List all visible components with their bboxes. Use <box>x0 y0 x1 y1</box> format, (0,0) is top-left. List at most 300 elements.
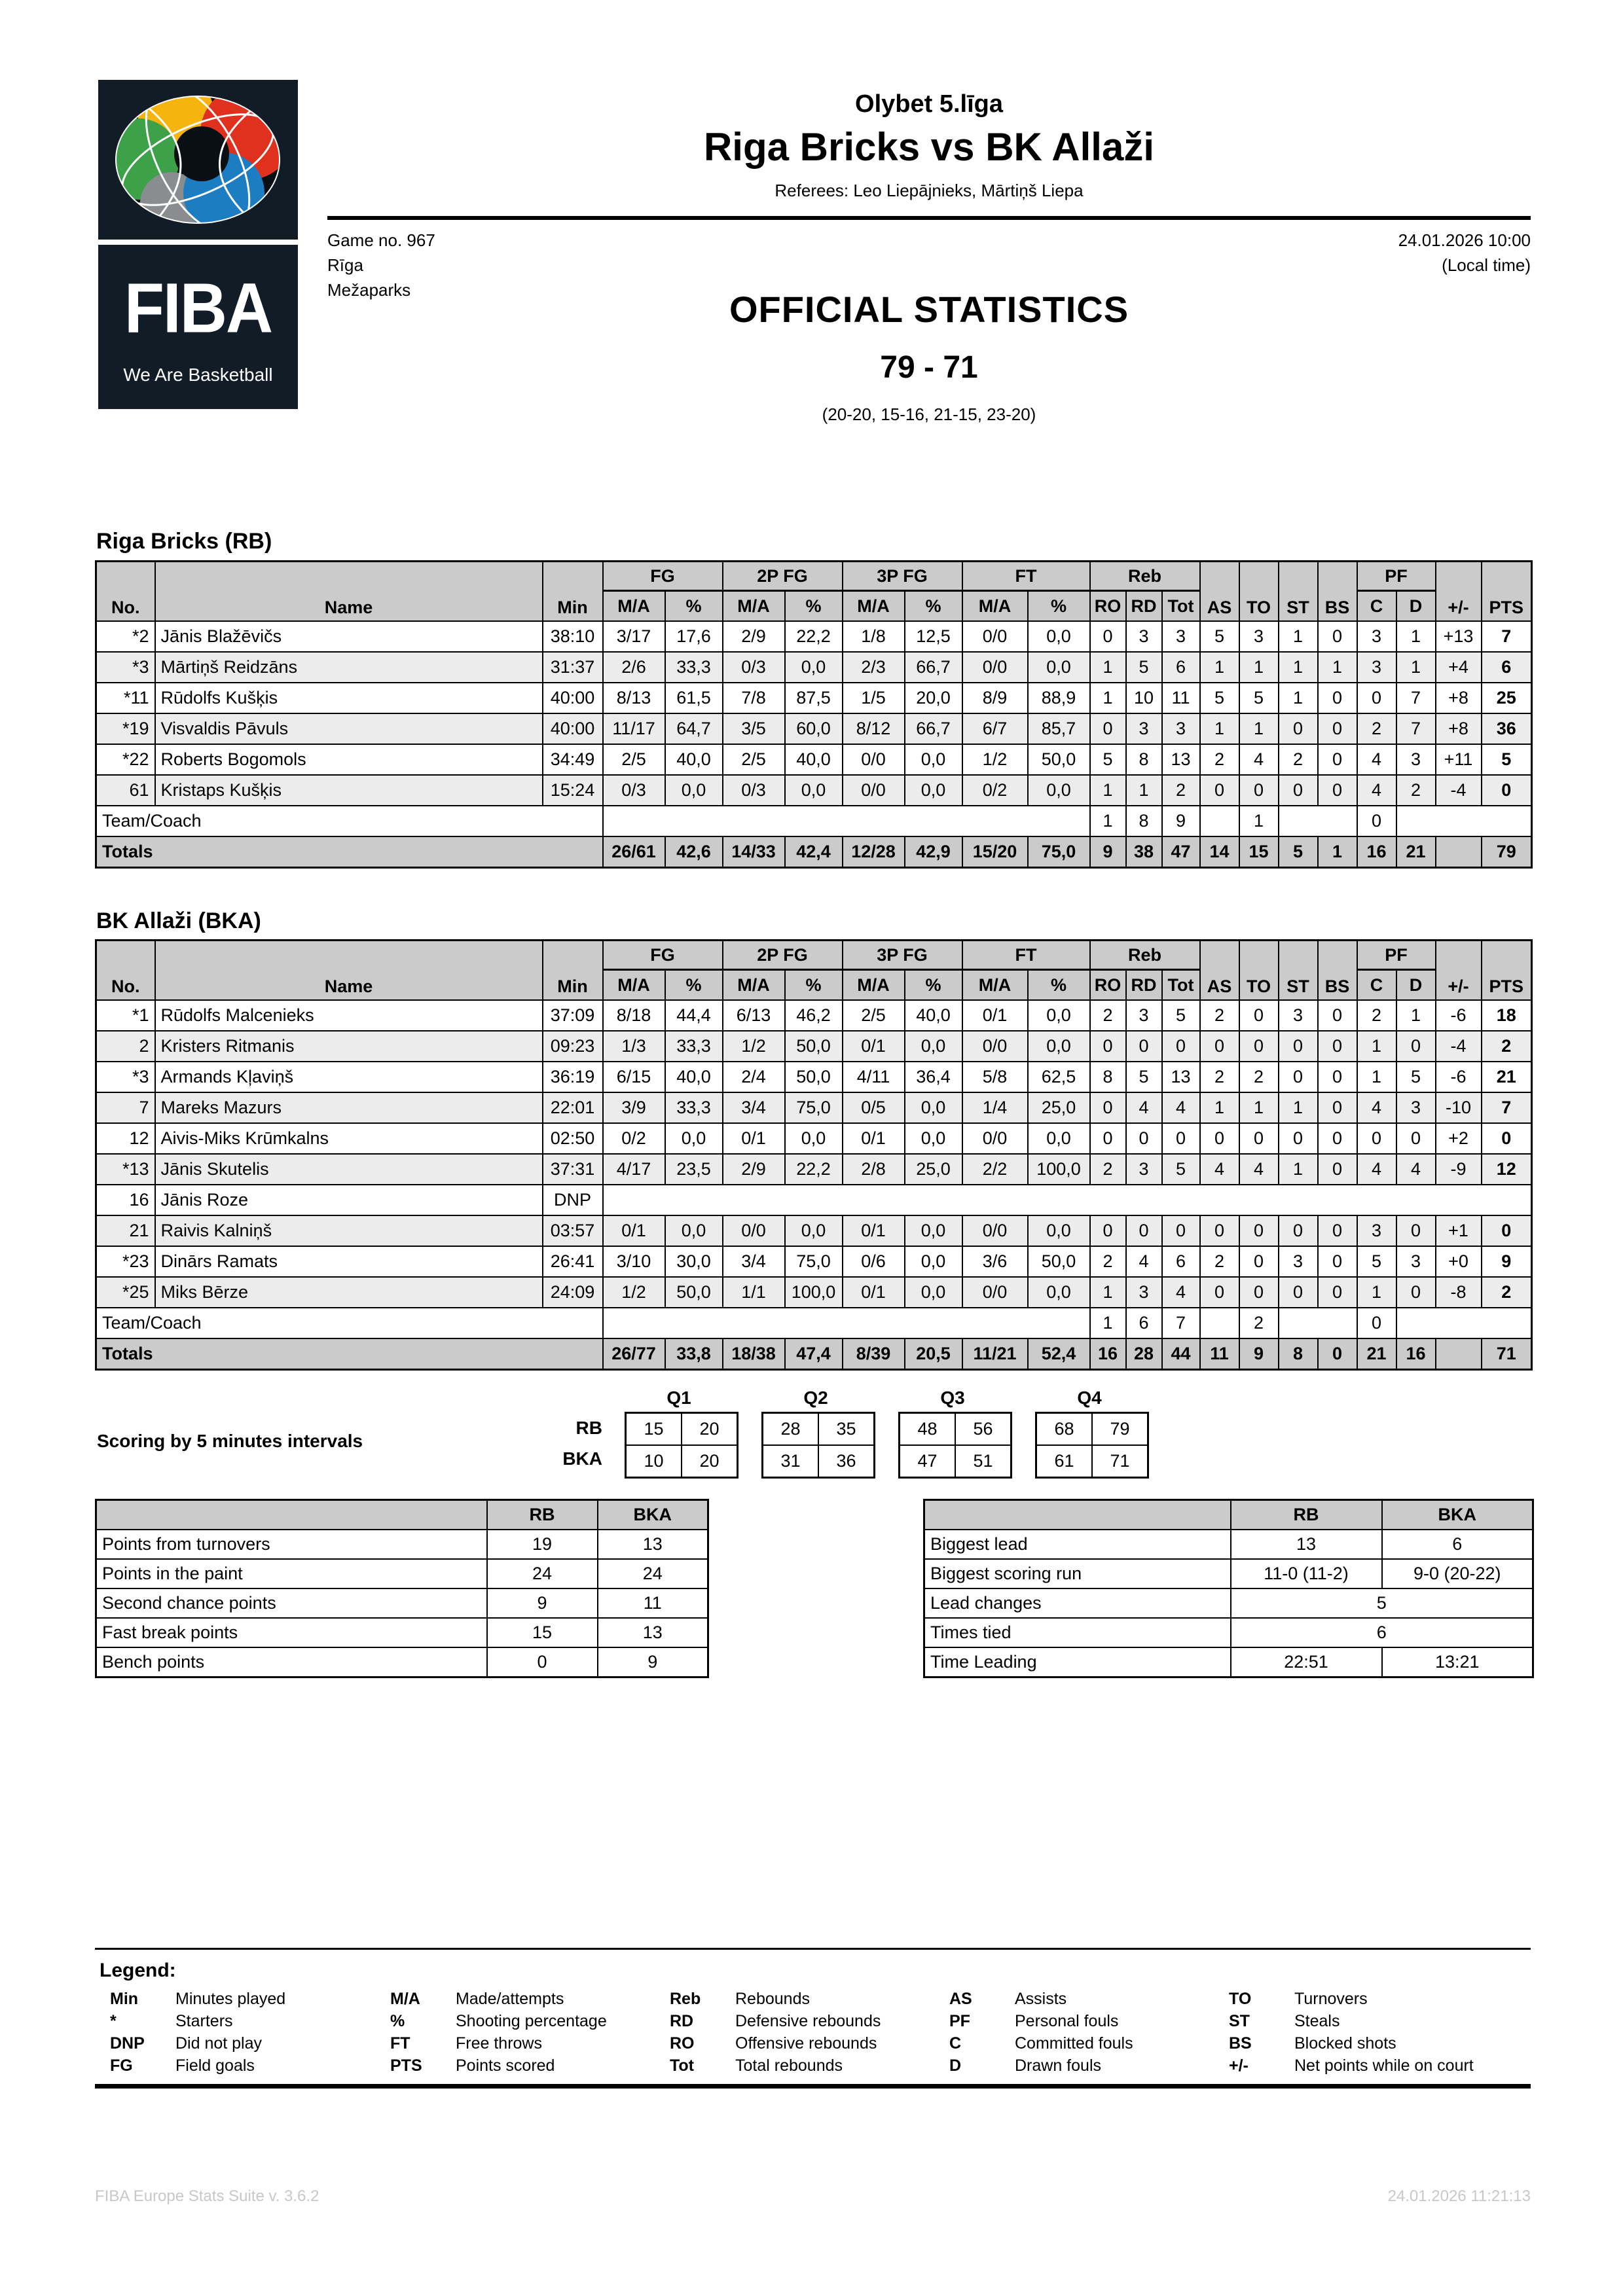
total-rebounds-cell: 2 <box>1162 775 1200 806</box>
col-fg-ma: M/A <box>603 970 665 1001</box>
player-number: 12 <box>96 1123 155 1154</box>
blocks-cell: 0 <box>1318 621 1357 652</box>
fouls-drawn-cell: 1 <box>1396 621 1436 652</box>
rb-header: RB <box>1231 1500 1382 1530</box>
fg-ma-cell: 6/15 <box>603 1062 665 1092</box>
ft-ma-cell: 0/1 <box>962 1000 1028 1031</box>
col-pts: PTS <box>1482 941 1532 1001</box>
legend-def: Assists <box>1015 1990 1067 2008</box>
table-row <box>96 1588 708 1618</box>
turnovers-cell: 3 <box>1239 621 1279 652</box>
stat-bka: 13 <box>598 1618 708 1647</box>
steals-cell: 3 <box>1279 1246 1318 1277</box>
plus-minus-cell: +13 <box>1436 621 1482 652</box>
stat-rb: 0 <box>487 1647 598 1677</box>
offensive-rebounds-cell: 2 <box>1090 1000 1126 1031</box>
turnovers-cell: 2 <box>1239 1062 1279 1092</box>
table-row <box>924 1530 1533 1559</box>
legend-def: Field goals <box>175 2056 255 2075</box>
turnovers-cell: 4 <box>1239 744 1279 775</box>
total-rebounds-cell: 13 <box>1162 1062 1200 1092</box>
totals-c: 16 <box>1357 836 1396 868</box>
stat-label: Time Leading <box>924 1647 1231 1677</box>
turnovers-cell: 4 <box>1239 1154 1279 1185</box>
legend-def: Offensive rebounds <box>735 2034 877 2053</box>
fg-pct-cell: 30,0 <box>665 1246 723 1277</box>
team-coach-label: Team/Coach <box>96 1308 603 1338</box>
total-rebounds-cell: 11 <box>1162 683 1200 713</box>
group-fg: FG <box>603 562 723 591</box>
legend-def: Free throws <box>456 2034 542 2053</box>
col-d: D <box>1396 591 1436 622</box>
minutes-cell: 15:24 <box>543 775 603 806</box>
fg-ma-cell: 8/13 <box>603 683 665 713</box>
minutes-cell: 26:41 <box>543 1246 603 1277</box>
total-rebounds-cell: 0 <box>1162 1215 1200 1246</box>
fouls-committed-cell: 4 <box>1357 1092 1396 1123</box>
empty-cell <box>1279 1308 1357 1338</box>
player-row <box>96 1000 1532 1031</box>
fg-ma-cell: 3/9 <box>603 1092 665 1123</box>
rb-header: RB <box>487 1500 598 1530</box>
stat-bka: 24 <box>598 1559 708 1588</box>
legend-term: % <box>390 2012 405 2030</box>
minutes-cell: 02:50 <box>543 1123 603 1154</box>
legend-def: Rebounds <box>735 1990 810 2008</box>
stat-label: Biggest lead <box>924 1530 1231 1559</box>
offensive-rebounds-cell: 1 <box>1090 683 1126 713</box>
col-tot: Tot <box>1162 591 1200 622</box>
fg-pct-cell: 0,0 <box>665 1123 723 1154</box>
offensive-rebounds-cell: 0 <box>1090 621 1126 652</box>
col-ft-pct: % <box>1028 591 1090 622</box>
points-cell: 7 <box>1482 1092 1532 1123</box>
q1-interval-table <box>625 1412 739 1479</box>
stat-label: Lead changes <box>924 1588 1231 1618</box>
col-d: D <box>1396 970 1436 1001</box>
ft-pct-cell: 0,0 <box>1028 775 1090 806</box>
team-c-cell: 0 <box>1357 806 1396 836</box>
ft-ma-cell: 0/0 <box>962 621 1028 652</box>
q4-bka-10min: 71 <box>1092 1445 1148 1478</box>
q1-bka-10min: 20 <box>682 1445 738 1478</box>
legend-term: +/- <box>1229 2056 1249 2075</box>
col-as: AS <box>1200 941 1239 1001</box>
3p-pct-cell: 20,0 <box>905 683 962 713</box>
ft-ma-cell: 0/2 <box>962 775 1028 806</box>
fouls-drawn-cell: 4 <box>1396 1154 1436 1185</box>
bka-header: BKA <box>1382 1500 1533 1530</box>
team-ro-cell: 1 <box>1090 806 1126 836</box>
page-title: Riga Bricks vs BK Allaži <box>703 125 1155 169</box>
player-number: 7 <box>96 1092 155 1123</box>
totals-plus-minus <box>1436 1338 1482 1370</box>
plus-minus-cell: -6 <box>1436 1000 1482 1031</box>
col-2p-ma: M/A <box>723 970 785 1001</box>
3p-pct-cell: 12,5 <box>905 621 962 652</box>
fouls-committed-cell: 4 <box>1357 1154 1396 1185</box>
defensive-rebounds-cell: 4 <box>1126 1092 1162 1123</box>
table-header <box>96 1500 708 1530</box>
turnovers-cell: 0 <box>1239 1215 1279 1246</box>
minutes-cell: 36:19 <box>543 1062 603 1092</box>
group-3pfg: 3P FG <box>843 562 962 591</box>
fg-pct-cell: 33,3 <box>665 1031 723 1062</box>
total-rebounds-cell: 5 <box>1162 1154 1200 1185</box>
totals-ft-pct: 52,4 <box>1028 1338 1090 1370</box>
stat-rb: 22:51 <box>1231 1647 1382 1677</box>
offensive-rebounds-cell: 8 <box>1090 1062 1126 1092</box>
plus-minus-cell: +4 <box>1436 652 1482 683</box>
ft-ma-cell: 3/6 <box>962 1246 1028 1277</box>
box-score-table-bka <box>95 939 1533 1371</box>
assists-cell: 0 <box>1200 1123 1239 1154</box>
totals-tot: 47 <box>1162 836 1200 868</box>
fg-ma-cell: 0/2 <box>603 1123 665 1154</box>
minutes-cell: 37:31 <box>543 1154 603 1185</box>
group-reb: Reb <box>1090 941 1200 970</box>
col-no: No. <box>96 941 155 1001</box>
empty-cell <box>1396 1308 1532 1338</box>
fouls-committed-cell: 0 <box>1357 1123 1396 1154</box>
legend-def: Defensive rebounds <box>735 2012 881 2030</box>
blocks-cell: 0 <box>1318 1154 1357 1185</box>
legend-term: PF <box>949 2012 970 2030</box>
legend-term: AS <box>949 1990 972 2008</box>
2p-pct-cell: 100,0 <box>785 1277 843 1308</box>
2p-pct-cell: 60,0 <box>785 713 843 744</box>
intervals-rb-label: RB <box>575 1418 602 1438</box>
stat-label: Times tied <box>924 1618 1231 1647</box>
legend-def: Steals <box>1294 2012 1340 2030</box>
points-cell: 2 <box>1482 1031 1532 1062</box>
player-row <box>96 1215 1532 1246</box>
3p-pct-cell: 0,0 <box>905 1031 962 1062</box>
2p-ma-cell: 1/2 <box>723 1031 785 1062</box>
summary-rows-rb <box>96 806 1532 868</box>
blocks-cell: 0 <box>1318 775 1357 806</box>
col-c: C <box>1357 591 1396 622</box>
totals-3p-ma: 12/28 <box>843 836 905 868</box>
table-header <box>96 941 1532 1001</box>
3p-pct-cell: 0,0 <box>905 1215 962 1246</box>
col-st: ST <box>1279 562 1318 622</box>
q2-label: Q2 <box>803 1388 828 1408</box>
steals-cell: 1 <box>1279 1154 1318 1185</box>
points-cell: 0 <box>1482 1123 1532 1154</box>
footer-app-version: FIBA Europe Stats Suite v. 3.6.2 <box>95 2187 319 2205</box>
turnovers-cell: 5 <box>1239 683 1279 713</box>
fouls-drawn-cell: 5 <box>1396 1062 1436 1092</box>
table-row <box>96 1618 708 1647</box>
table-row <box>96 1647 708 1677</box>
team-tot-cell: 7 <box>1162 1308 1200 1338</box>
game-venue: Mežaparks <box>327 280 411 300</box>
offensive-rebounds-cell: 1 <box>1090 652 1126 683</box>
points-cell: 25 <box>1482 683 1532 713</box>
plus-minus-cell: +8 <box>1436 713 1482 744</box>
totals-to: 15 <box>1239 836 1279 868</box>
ft-pct-cell: 50,0 <box>1028 744 1090 775</box>
totals-as: 14 <box>1200 836 1239 868</box>
3p-pct-cell: 40,0 <box>905 1000 962 1031</box>
group-3pfg: 3P FG <box>843 941 962 970</box>
points-cell: 2 <box>1482 1277 1532 1308</box>
ft-ma-cell: 8/9 <box>962 683 1028 713</box>
table-row <box>96 1559 708 1588</box>
plus-minus-cell: -4 <box>1436 775 1482 806</box>
totals-fg-ma: 26/61 <box>603 836 665 868</box>
totals-ft-pct: 75,0 <box>1028 836 1090 868</box>
player-row <box>96 1123 1532 1154</box>
3p-ma-cell: 0/1 <box>843 1215 905 1246</box>
2p-pct-cell: 75,0 <box>785 1092 843 1123</box>
defensive-rebounds-cell: 8 <box>1126 744 1162 775</box>
minutes-cell: 24:09 <box>543 1277 603 1308</box>
steals-cell: 0 <box>1279 1123 1318 1154</box>
player-name: Rūdolfs Kušķis <box>155 683 543 713</box>
assists-cell: 5 <box>1200 621 1239 652</box>
points-cell: 0 <box>1482 775 1532 806</box>
steals-cell: 1 <box>1279 1092 1318 1123</box>
q3-rb-5min: 48 <box>900 1413 956 1446</box>
ft-ma-cell: 0/0 <box>962 652 1028 683</box>
2p-pct-cell: 50,0 <box>785 1031 843 1062</box>
turnovers-cell: 1 <box>1239 713 1279 744</box>
ft-pct-cell: 0,0 <box>1028 1215 1090 1246</box>
steals-cell: 0 <box>1279 1031 1318 1062</box>
game-city: Rīga <box>327 255 363 275</box>
col-min: Min <box>543 941 603 1001</box>
assists-cell: 2 <box>1200 744 1239 775</box>
totals-rd: 28 <box>1126 1338 1162 1370</box>
referees-line: Referees: Leo Liepājnieks, Mārtiņš Liepa <box>775 181 1084 200</box>
legend-bottom-rule <box>95 2084 1531 2089</box>
team-title-rb: Riga Bricks (RB) <box>96 529 272 554</box>
total-rebounds-cell: 4 <box>1162 1092 1200 1123</box>
col-fg-pct: % <box>665 970 723 1001</box>
turnovers-cell: 0 <box>1239 775 1279 806</box>
totals-3p-ma: 8/39 <box>843 1338 905 1370</box>
fiba-slogan: We Are Basketball <box>123 365 273 385</box>
points-breakdown-table <box>95 1499 709 1678</box>
2p-pct-cell: 87,5 <box>785 683 843 713</box>
2p-ma-cell: 2/9 <box>723 1154 785 1185</box>
group-ft: FT <box>962 941 1090 970</box>
stat-label: Points in the paint <box>96 1559 487 1588</box>
stat-label: Points from turnovers <box>96 1530 487 1559</box>
league-name: Olybet 5.līga <box>855 90 1003 118</box>
player-number: *22 <box>96 744 155 775</box>
blocks-cell: 0 <box>1318 683 1357 713</box>
team-coach-row <box>96 806 1532 836</box>
plus-minus-cell: -8 <box>1436 1277 1482 1308</box>
plus-minus-cell: -9 <box>1436 1154 1482 1185</box>
ft-ma-cell: 5/8 <box>962 1062 1028 1092</box>
group-pf: PF <box>1357 941 1436 970</box>
3p-ma-cell: 0/1 <box>843 1277 905 1308</box>
2p-ma-cell: 3/4 <box>723 1246 785 1277</box>
q1-bka-5min: 10 <box>626 1445 682 1478</box>
steals-cell: 1 <box>1279 621 1318 652</box>
player-name: Armands Kļaviņš <box>155 1062 543 1092</box>
assists-cell: 0 <box>1200 775 1239 806</box>
totals-2p-pct: 47,4 <box>785 1338 843 1370</box>
legend-def: Did not play <box>175 2034 263 2053</box>
3p-pct-cell: 25,0 <box>905 1154 962 1185</box>
box-score-table-rb <box>95 560 1533 869</box>
fouls-drawn-cell: 7 <box>1396 683 1436 713</box>
ft-ma-cell: 6/7 <box>962 713 1028 744</box>
legend-title: Legend: <box>100 1960 176 1981</box>
total-rebounds-cell: 6 <box>1162 1246 1200 1277</box>
player-rows-bka <box>96 1000 1532 1308</box>
defensive-rebounds-cell: 3 <box>1126 1000 1162 1031</box>
totals-plus-minus <box>1436 836 1482 868</box>
totals-pts: 71 <box>1482 1338 1532 1370</box>
q4-interval-table <box>1035 1412 1149 1479</box>
fouls-drawn-cell: 3 <box>1396 1092 1436 1123</box>
player-name: Miks Bērze <box>155 1277 543 1308</box>
3p-ma-cell: 4/11 <box>843 1062 905 1092</box>
offensive-rebounds-cell: 5 <box>1090 744 1126 775</box>
total-rebounds-cell: 13 <box>1162 744 1200 775</box>
player-rows-rb <box>96 621 1532 806</box>
steals-cell: 0 <box>1279 1277 1318 1308</box>
plus-minus-cell: -6 <box>1436 1062 1482 1092</box>
blocks-cell: 1 <box>1318 652 1357 683</box>
legend-def: Points scored <box>456 2056 555 2075</box>
fouls-drawn-cell: 0 <box>1396 1215 1436 1246</box>
fouls-committed-cell: 1 <box>1357 1031 1396 1062</box>
col-bs: BS <box>1318 941 1357 1001</box>
col-rd: RD <box>1126 970 1162 1001</box>
3p-ma-cell: 0/0 <box>843 744 905 775</box>
3p-ma-cell: 2/8 <box>843 1154 905 1185</box>
assists-cell: 5 <box>1200 683 1239 713</box>
player-row <box>96 621 1532 652</box>
assists-cell: 0 <box>1200 1031 1239 1062</box>
col-ro: RO <box>1090 970 1126 1001</box>
col-plus-minus: +/- <box>1436 562 1482 622</box>
legend-top-rule <box>95 1948 1531 1950</box>
q2-interval-table <box>761 1412 875 1479</box>
team-ro-cell: 1 <box>1090 1308 1126 1338</box>
3p-ma-cell: 0/0 <box>843 775 905 806</box>
player-number: *3 <box>96 1062 155 1092</box>
stat-bka: 6 <box>1382 1530 1533 1559</box>
bka-header: BKA <box>598 1500 708 1530</box>
totals-row <box>96 836 1532 868</box>
3p-ma-cell: 8/12 <box>843 713 905 744</box>
stat-label: Second chance points <box>96 1588 487 1618</box>
totals-ft-ma: 15/20 <box>962 836 1028 868</box>
group-ft: FT <box>962 562 1090 591</box>
assists-cell: 2 <box>1200 1062 1239 1092</box>
totals-2p-ma: 14/33 <box>723 836 785 868</box>
3p-ma-cell: 0/1 <box>843 1031 905 1062</box>
totals-fg-pct: 42,6 <box>665 836 723 868</box>
2p-pct-cell: 0,0 <box>785 1123 843 1154</box>
offensive-rebounds-cell: 0 <box>1090 713 1126 744</box>
stat-rb: 9 <box>487 1588 598 1618</box>
empty-cell <box>1200 1308 1239 1338</box>
totals-fg-ma: 26/77 <box>603 1338 665 1370</box>
player-row <box>96 713 1532 744</box>
offensive-rebounds-cell: 1 <box>1090 1277 1126 1308</box>
fouls-drawn-cell: 3 <box>1396 744 1436 775</box>
ft-ma-cell: 2/2 <box>962 1154 1028 1185</box>
col-tot: Tot <box>1162 970 1200 1001</box>
fiba-wordmark: FIBA <box>124 268 272 348</box>
fg-ma-cell: 4/17 <box>603 1154 665 1185</box>
empty-header <box>96 1500 487 1530</box>
empty-header <box>924 1500 1231 1530</box>
col-no: No. <box>96 562 155 622</box>
2p-ma-cell: 0/3 <box>723 775 785 806</box>
player-row <box>96 1031 1532 1062</box>
col-min: Min <box>543 562 603 622</box>
plus-minus-cell: +1 <box>1436 1215 1482 1246</box>
steals-cell: 1 <box>1279 683 1318 713</box>
team-coach-label: Team/Coach <box>96 806 603 836</box>
intervals-label: Scoring by 5 minutes intervals <box>97 1431 363 1451</box>
legend-term: RO <box>670 2034 695 2053</box>
legend-term: ST <box>1229 2012 1250 2030</box>
blocks-cell: 0 <box>1318 1000 1357 1031</box>
legend-term: Tot <box>670 2056 695 2075</box>
defensive-rebounds-cell: 4 <box>1126 1246 1162 1277</box>
q1-label: Q1 <box>666 1388 691 1408</box>
assists-cell: 1 <box>1200 713 1239 744</box>
steals-cell: 2 <box>1279 744 1318 775</box>
col-ft-ma: M/A <box>962 591 1028 622</box>
totals-to: 9 <box>1239 1338 1279 1370</box>
player-name: Rūdolfs Malcenieks <box>155 1000 543 1031</box>
ft-pct-cell: 62,5 <box>1028 1062 1090 1092</box>
ft-ma-cell: 0/0 <box>962 1215 1028 1246</box>
legend-def: Turnovers <box>1294 1990 1368 2008</box>
2p-ma-cell: 0/1 <box>723 1123 785 1154</box>
3p-pct-cell: 0,0 <box>905 1123 962 1154</box>
player-name: Kristaps Kušķis <box>155 775 543 806</box>
3p-pct-cell: 0,0 <box>905 775 962 806</box>
3p-pct-cell: 66,7 <box>905 652 962 683</box>
fg-ma-cell: 2/6 <box>603 652 665 683</box>
totals-c: 21 <box>1357 1338 1396 1370</box>
totals-bs: 1 <box>1318 836 1357 868</box>
2p-pct-cell: 0,0 <box>785 775 843 806</box>
fouls-drawn-cell: 7 <box>1396 713 1436 744</box>
fg-pct-cell: 61,5 <box>665 683 723 713</box>
ft-pct-cell: 0,0 <box>1028 652 1090 683</box>
fouls-drawn-cell: 0 <box>1396 1277 1436 1308</box>
2p-pct-cell: 22,2 <box>785 621 843 652</box>
total-rebounds-cell: 0 <box>1162 1031 1200 1062</box>
quarter-scores: (20-20, 15-16, 21-15, 23-20) <box>822 404 1036 424</box>
steals-cell: 0 <box>1279 713 1318 744</box>
player-name: Aivis-Miks Krūmkalns <box>155 1123 543 1154</box>
fg-pct-cell: 33,3 <box>665 1092 723 1123</box>
header-divider <box>327 216 1531 220</box>
legend-def: Personal fouls <box>1015 2012 1119 2030</box>
offensive-rebounds-cell: 1 <box>1090 775 1126 806</box>
q1-rb-10min: 20 <box>682 1413 738 1446</box>
3p-ma-cell: 2/5 <box>843 1000 905 1031</box>
col-fg-pct: % <box>665 591 723 622</box>
player-number: 16 <box>96 1185 155 1215</box>
2p-ma-cell: 7/8 <box>723 683 785 713</box>
